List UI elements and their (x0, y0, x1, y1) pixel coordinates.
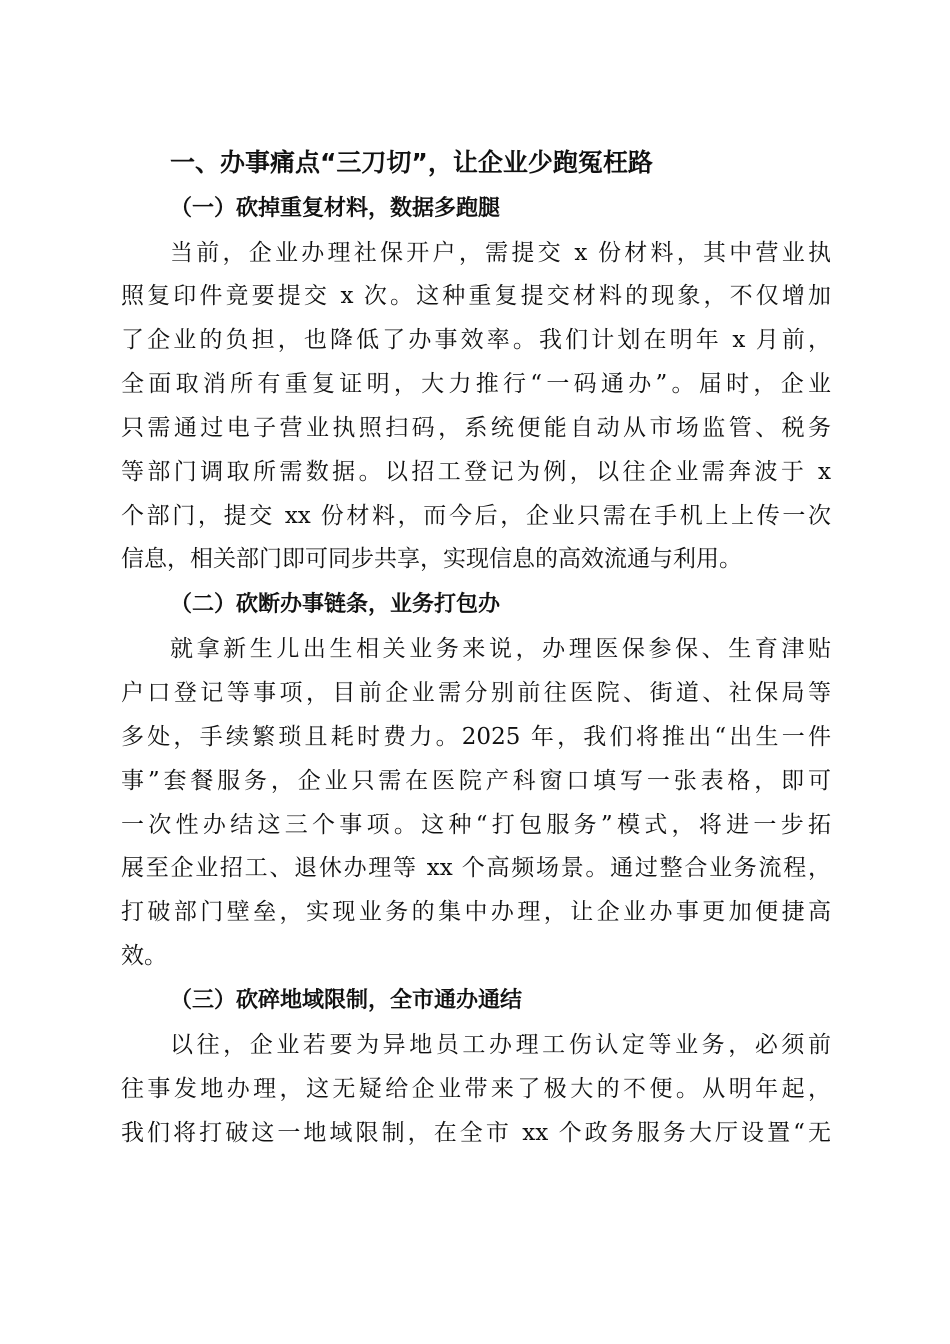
paragraph-line: 只需通过电子营业执照扫码，系统便能自动从市场监管、税务 (121, 415, 831, 441)
paragraph-line: 当前，企业办理社保开户，需提交 x 份材料，其中营业执 (170, 240, 831, 266)
paragraph-line: 了企业的负担，也降低了办事效率。我们计划在明年 x 月前， (121, 327, 831, 353)
paragraph-line: 效。 (121, 943, 167, 969)
paragraph-line: 以往，企业若要为异地员工办理工伤认定等业务，必须前 (170, 1032, 831, 1058)
paragraph-line: 展至企业招工、退休办理等 xx 个高频场景。通过整合业务流程， (121, 855, 831, 881)
paragraph-line: 信息，相关部门即可同步共享，实现信息的高效流通与利用。 (121, 546, 742, 572)
section-heading-3: （三）砍碎地域限制，全市通办通结 (170, 988, 523, 1013)
paragraph-line: 打破部门壁垒，实现业务的集中办理，让企业办事更加便捷高 (121, 899, 831, 925)
paragraph-line: 我们将打破这一地域限制，在全市 xx 个政务服务大厅设置“无 (121, 1120, 831, 1146)
section-heading-2: （二）砍断办事链条，业务打包办 (170, 592, 501, 617)
paragraph-line: 个部门，提交 xx 份材料，而今后，企业只需在手机上上传一次 (121, 503, 831, 529)
paragraph-line: 一次性办结这三个事项。这种“打包服务”模式，将进一步拓 (121, 812, 831, 838)
paragraph-line: 就拿新生儿出生相关业务来说，办理医保参保、生育津贴 (170, 636, 831, 662)
paragraph-line: 往事发地办理，这无疑给企业带来了极大的不便。从明年起， (121, 1076, 831, 1102)
paragraph-line: 多处，手续繁琐且耗时费力。2025 年，我们将推出“出生一件 (121, 724, 831, 750)
paragraph-line: 事”套餐服务，企业只需在医院产科窗口填写一张表格，即可 (121, 768, 831, 794)
paragraph-line: 全面取消所有重复证明，大力推行“一码通办”。届时，企业 (121, 371, 831, 397)
main-heading: 一、办事痛点“三刀切”，让企业少跑冤枉路 (170, 148, 653, 177)
paragraph-line: 照复印件竟要提交 x 次。这种重复提交材料的现象，不仅增加 (121, 283, 831, 309)
paragraph-line: 等部门调取所需数据。以招工登记为例，以往企业需奔波于 x (121, 459, 831, 485)
section-heading-1: （一）砍掉重复材料，数据多跑腿 (170, 196, 501, 221)
paragraph-line: 户口登记等事项，目前企业需分别前往医院、街道、社保局等 (121, 680, 831, 706)
